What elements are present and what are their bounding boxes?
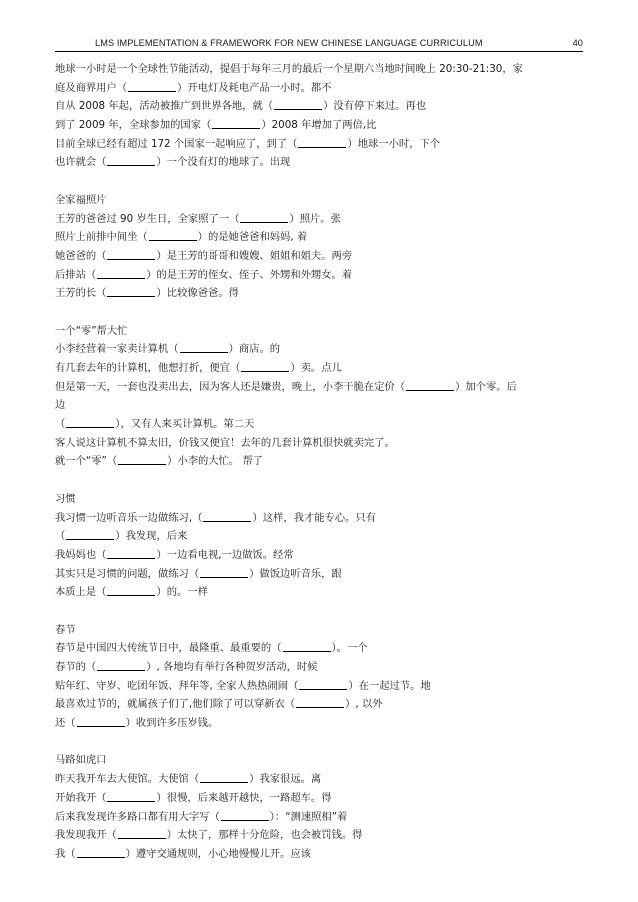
line-text-segment: 马路如虎口: [55, 754, 107, 767]
line-text-segment: ）我发现，后来: [115, 530, 188, 543]
text-line: [55, 266, 583, 285]
text-line: [55, 79, 583, 98]
text-line: [55, 284, 583, 303]
line-text-segment: ）比较像爸爸。得: [156, 287, 239, 300]
line-text-segment: 最喜欢过节的，就属孩子们了,他们除了可以穿新衣（: [55, 698, 296, 711]
line-text-segment: 我（: [55, 847, 76, 860]
line-text-segment: 但是第一天，一套也没卖出去，因为客人还是嫌贵，晚上，小李干脆在定价（: [55, 380, 406, 393]
line-text-segment: ）收到许多压岁钱。: [125, 717, 219, 730]
fill-in-blank: [298, 136, 346, 148]
line-text-segment: ）的是她爸爸和妈妈, 着: [197, 231, 308, 244]
line-text-segment: ）照片。张: [289, 212, 341, 225]
line-text-segment: 一个“零”帮大忙: [55, 324, 128, 337]
line-text-segment: ）做饭边听音乐，跟: [249, 567, 342, 580]
line-text-segment: 到了 2009 年，全球参加的国家（: [55, 119, 212, 132]
fill-in-blank: [274, 98, 322, 110]
line-text-segment: 春节的（: [55, 661, 97, 673]
line-text-segment: ）卖。点儿: [290, 362, 342, 374]
text-line: [55, 153, 583, 172]
fill-in-blank: [66, 528, 114, 540]
line-text-segment: ）开电灯及耗电产品一小时。都不: [177, 81, 332, 94]
line-text-segment: 小李经营着一家卖计算机（: [55, 343, 179, 356]
text-line: [55, 546, 583, 565]
text-line: [55, 583, 583, 602]
fill-in-blank: [296, 696, 344, 708]
fill-in-blank: [203, 510, 251, 522]
line-text-segment: ）2008 年增加了两倍,比: [261, 119, 377, 132]
fill-in-blank: [299, 678, 347, 690]
line-text-segment: ）商店。的: [228, 343, 281, 356]
line-text-segment: ），又有人来买计算机。第二天: [115, 418, 255, 431]
text-line: [55, 415, 583, 434]
line-text-segment: ）。一个: [331, 642, 368, 655]
line-text-segment: 她爸爸的（: [55, 249, 107, 262]
line-text-segment: ）, 以外: [345, 698, 383, 711]
text-line: [55, 695, 583, 714]
text-line: [55, 826, 583, 845]
line-text-segment: 全家福照片: [55, 193, 107, 206]
line-text-segment: （: [55, 418, 66, 431]
text-line: [55, 378, 583, 397]
document-body: [55, 60, 583, 864]
fill-in-blank: [77, 715, 125, 727]
fill-in-blank: [406, 379, 454, 391]
line-text-segment: ）小李的大忙。 帮了: [167, 455, 264, 468]
text-line: [55, 677, 583, 696]
line-text-segment: 还（: [55, 717, 76, 730]
line-text-segment: 也许就会（: [55, 156, 107, 169]
line-text-segment: 其实只是习惯的问题，做练习（: [55, 567, 200, 580]
text-line: [55, 97, 583, 116]
text-line: [55, 639, 583, 658]
text-line: [55, 714, 583, 733]
line-text-segment: ）我家很远。离: [249, 773, 322, 786]
line-text-segment: 贴年红、守岁、吃团年饭、拜年等, 全家人热热闹闹（: [55, 679, 299, 692]
line-text-segment: ）这样，我才能专心。只有: [252, 511, 376, 524]
line-text-segment: ）的是王芳的侄女、侄子、外甥和外甥女。着: [146, 268, 353, 281]
fill-in-blank: [200, 566, 248, 578]
fill-in-blank: [107, 154, 155, 166]
fill-in-blank: [221, 809, 269, 821]
line-text-segment: ）一个没有灯的地球了。出现: [156, 156, 291, 169]
line-text-segment: ）的。一样: [156, 586, 208, 599]
paragraph-gap: [55, 303, 583, 322]
section-title: [55, 751, 583, 770]
fill-in-blank: [118, 827, 166, 839]
fill-in-blank: [128, 80, 176, 92]
line-text-segment: 我习惯一边听音乐一边做练习,（: [55, 511, 203, 524]
text-line: [55, 509, 583, 528]
text-line: [55, 228, 583, 247]
text-line: [55, 210, 583, 229]
line-text-segment: 后来我发现许多路口都有用大字写（: [55, 810, 220, 823]
text-line: [55, 135, 583, 154]
line-text-segment: ）一边看电视,一边做饭。经常: [156, 548, 294, 561]
line-text-segment: 有几套去年的计算机，他想打折，便宜（: [55, 362, 241, 374]
section-title: [55, 191, 583, 210]
text-line: [55, 359, 583, 378]
fill-in-blank: [212, 117, 260, 129]
line-text-segment: 自从 2008 年起，活动被推广到世界各地，就（: [55, 100, 274, 113]
fill-in-blank: [240, 211, 288, 223]
text-line: [55, 116, 583, 135]
text-line: [55, 452, 583, 471]
fill-in-blank: [118, 453, 166, 465]
line-text-segment: ）, 各地均有举行各种贺岁活动，时候: [146, 661, 318, 673]
line-text-segment: 王芳的长（: [55, 287, 107, 300]
paragraph-gap: [55, 733, 583, 752]
fill-in-blank: [149, 229, 197, 241]
fill-in-blank: [77, 846, 125, 858]
line-text-segment: 习惯: [55, 492, 76, 505]
line-text-segment: 春节: [55, 623, 76, 636]
line-text-segment: 客人说这计算机不算太旧，价钱又便宜！去年的几套计算机很快就卖完了。: [55, 436, 395, 449]
text-line: [55, 434, 583, 453]
fill-in-blank: [107, 790, 155, 802]
text-line: [55, 565, 583, 584]
line-text-segment: 春节是中国四大传统节日中，最隆重、最重要的（: [55, 642, 282, 655]
line-text-segment: 我发现我开（: [55, 829, 117, 842]
text-line: [55, 60, 583, 79]
paragraph-gap: [55, 602, 583, 621]
line-text-segment: ）：“测速照相”着: [269, 810, 348, 823]
fill-in-blank: [180, 341, 228, 353]
text-line: [55, 808, 583, 827]
text-line: [55, 845, 583, 864]
line-text-segment: ）太快了，那样十分危险，也会被罚钱。得: [166, 829, 363, 842]
page-header: [55, 37, 583, 52]
fill-in-blank: [200, 771, 248, 783]
page-number: 40: [572, 38, 583, 48]
line-text-segment: 边: [55, 399, 66, 412]
fill-in-blank: [107, 248, 155, 260]
fill-in-blank: [66, 416, 114, 428]
line-text-segment: 后排站（: [55, 268, 97, 281]
fill-in-blank: [107, 285, 155, 297]
line-text-segment: 开始我开（: [55, 791, 107, 804]
line-text-segment: ）地球一小时，下个: [347, 137, 441, 150]
section-title: [55, 621, 583, 640]
line-text-segment: 我妈妈也（: [55, 548, 107, 561]
section-title: [55, 490, 583, 509]
line-text-segment: ）加个零。后: [455, 380, 517, 393]
fill-in-blank: [241, 360, 289, 372]
line-text-segment: 昨天我开车去大使馆。大使馆（: [55, 773, 200, 786]
line-text-segment: 照片上前排中间坐（: [55, 231, 148, 244]
line-text-segment: 就一个“零”（: [55, 455, 118, 468]
text-line: [55, 340, 583, 359]
line-text-segment: ）是王芳的哥哥和嫂嫂、姐姐和姐夫。两旁: [156, 249, 353, 262]
text-line: [55, 658, 583, 677]
line-text-segment: ）很慢，后来越开越快，一路超车。得: [156, 791, 332, 804]
paragraph-gap: [55, 172, 583, 191]
line-text-segment: ）没有停下来过。再也: [323, 100, 427, 113]
line-text-segment: （: [55, 530, 66, 543]
text-line: [55, 396, 583, 415]
line-text-segment: ）在一起过节。地: [348, 679, 431, 692]
section-title: [55, 322, 583, 341]
fill-in-blank: [97, 267, 145, 279]
fill-in-blank: [283, 640, 331, 652]
line-text-segment: 目前全球已经有超过 172 个国家一起响应了，到了（: [55, 137, 298, 150]
fill-in-blank: [107, 584, 155, 596]
line-text-segment: 王芳的爸爸过 90 岁生日，全家照了一（: [55, 212, 240, 225]
line-text-segment: 本质上是（: [55, 586, 107, 599]
text-line: [55, 247, 583, 266]
line-text-segment: 庭及商界用户（: [55, 81, 128, 94]
line-text-segment: ）遵守交通规则，小心地慢慢儿开。应该: [125, 847, 311, 860]
text-line: [55, 527, 583, 546]
text-line: [55, 770, 583, 789]
header-title: LMS IMPLEMENTATION & FRAMEWORK FOR NEW CHINESE LANGUAGE CURRICULUM: [95, 38, 483, 48]
fill-in-blank: [107, 547, 155, 559]
paragraph-gap: [55, 471, 583, 490]
text-line: [55, 789, 583, 808]
fill-in-blank: [97, 659, 145, 671]
line-text-segment: 地球一小时是一个全球性节能活动，提倡于每年三月的最后一个星期六当地时间晚上 20:30-21:30，家: [55, 63, 523, 75]
